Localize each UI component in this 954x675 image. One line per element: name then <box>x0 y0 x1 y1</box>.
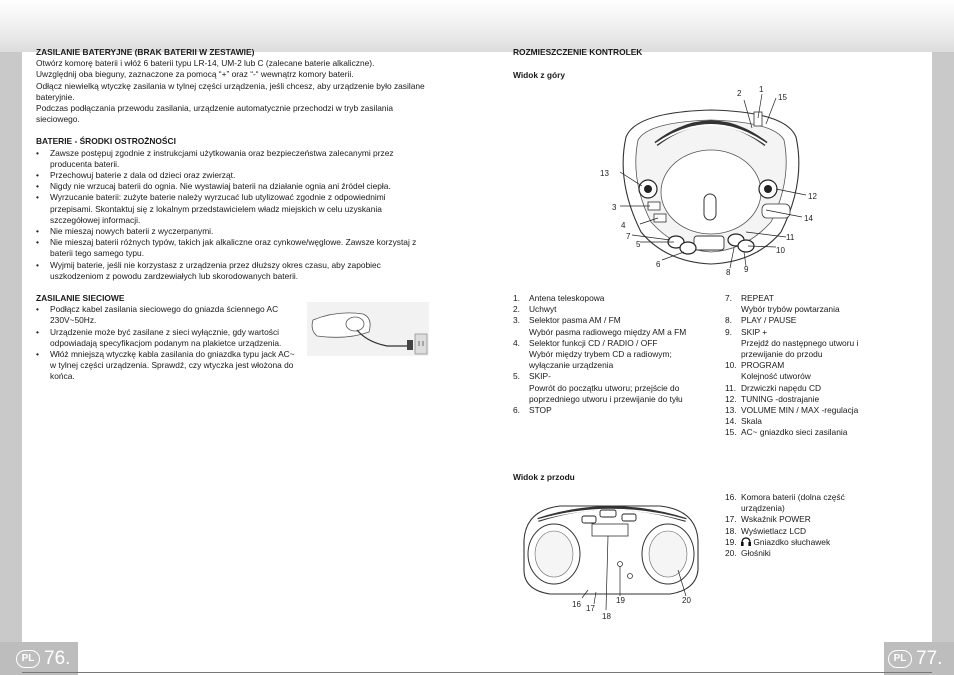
item-number: 14. <box>725 416 737 427</box>
callout-label: 13 <box>600 169 609 178</box>
list-item: • Włóż mniejszą wtyczkę kabla zasilania do gniazdka typu jack AC~ w tylnej części urządzenia. Sprawdź, czy wtyczka jest włożona do końca. <box>36 349 296 383</box>
callout-label: 17 <box>586 604 595 613</box>
list-item <box>513 327 723 338</box>
item-text: Wybór trybów powtarzania <box>741 304 840 315</box>
item-text: STOP <box>529 405 552 416</box>
item-number <box>513 349 529 360</box>
list-item: • Wyrzucanie baterii: zużyte baterie należy wyrzucać lub utylizować zgodnie z odpowiednimi przepisami. Skontaktuj się z lokalnym przedstawicielem władz miejskich w celu uzyskania szczegółowej informacji. <box>36 192 426 226</box>
list-item <box>513 371 723 382</box>
item-number: 2. <box>513 304 520 315</box>
list-item <box>725 427 925 438</box>
item-number: 15. <box>725 427 737 438</box>
battery-line: Uwzględnij oba bieguny, zaznaczone za pomocą “+” oraz “-“ wewnątrz komory baterii. <box>36 69 354 80</box>
item-number: 3. <box>513 315 520 326</box>
item-text: PROGRAM <box>741 360 785 371</box>
item-text: Selektor pasma AM / FM <box>529 315 621 326</box>
callout-label: 15 <box>778 93 787 102</box>
list-item <box>725 416 925 427</box>
list-item <box>513 293 723 304</box>
item-text: Głośniki <box>741 548 771 559</box>
item-number: 18. <box>725 525 737 536</box>
item-text: REPEAT <box>741 293 774 303</box>
list-item <box>725 514 925 525</box>
list-item: • Wyjmij baterie, jeśli nie korzystasz z urządzenia przez dłuższy okres czasu, aby zapobiec uszkodzeniom z powodu zardzewiałych lub skorodowanych baterii. <box>36 260 426 282</box>
bottom-divider <box>22 672 932 673</box>
power-cord-plug-illustration <box>307 302 429 356</box>
item-text: Antena teleskopowa <box>529 293 605 303</box>
list-item <box>513 360 723 371</box>
item-text: Powrót do początku utworu; przejście do <box>529 382 680 393</box>
controls-heading: ROZMIESZCZENIE KONTROLEK <box>513 47 643 57</box>
list-item: • Nigdy nie wrzucaj baterii do ognia. Nie wystawiaj baterii na działanie ognia ani źródeł ciepła. <box>36 181 426 192</box>
callout-label: 12 <box>808 192 817 201</box>
battery-line: Otwórz komorę baterii i włóż 6 baterii typu LR-14, UM-2 lub C (zalecane baterie alkaliczne). <box>36 58 375 69</box>
list-item: • Zawsze postępuj zgodnie z instrukcjami użytkowania oraz bezpieczeństwa zalecanymi przez producenta baterii. <box>36 148 426 170</box>
list-item <box>725 293 925 304</box>
headphone-icon <box>741 537 751 546</box>
item-number: 16. <box>725 492 737 502</box>
front-view-diagram <box>510 490 710 626</box>
battery-power-heading: ZASILANIE BATERYJNE (BRAK BATERII W ZESTAWIE) <box>36 47 255 57</box>
mains-power-list <box>36 304 296 382</box>
item-number: 20. <box>725 548 737 559</box>
item-text: Skala <box>741 416 762 427</box>
item-number: 9. <box>725 326 732 337</box>
page-number: 77. <box>916 647 943 669</box>
item-text: Selektor funkcji CD / RADIO / OFF <box>529 337 658 348</box>
callout-label: 8 <box>726 268 731 277</box>
callout-label: 2 <box>737 89 742 98</box>
list-item <box>725 405 925 416</box>
callout-label: 4 <box>621 221 626 230</box>
list-item <box>725 327 925 338</box>
controls-list-c <box>725 492 925 559</box>
item-text: Komora baterii (dolna część <box>741 492 845 502</box>
list-item <box>725 315 925 326</box>
language-badge: PL <box>16 650 40 668</box>
list-item <box>725 383 925 394</box>
language-badge: PL <box>888 650 912 668</box>
list-item <box>513 394 723 405</box>
item-number: 5. <box>513 371 520 382</box>
list-item <box>725 503 925 514</box>
item-text: Przejdź do następnego utworu i <box>741 337 859 348</box>
callout-label: 20 <box>682 596 691 605</box>
item-number: 19. <box>725 536 737 547</box>
left-page-footer <box>0 642 78 675</box>
callout-label: 9 <box>744 265 749 274</box>
callout-label: 14 <box>804 214 813 223</box>
item-text: Wskaźnik POWER <box>741 514 811 525</box>
item-number <box>513 383 529 394</box>
item-text: VOLUME MIN / MAX -regulacja <box>741 405 859 416</box>
item-text: Wyświetlacz LCD <box>741 525 807 536</box>
item-text: Kolejność utworów <box>741 371 811 382</box>
top-header-band <box>0 0 954 52</box>
item-text: urządzenia) <box>741 503 785 514</box>
item-text: AC~ gniazdko sieci zasilania <box>741 427 848 438</box>
battery-safety-list <box>36 148 426 282</box>
item-number: 6. <box>513 405 520 416</box>
list-item: • Podłącz kabel zasilania sieciowego do gniazda ściennego AC 230V~50Hz. <box>36 304 296 326</box>
item-number: 7. <box>725 293 732 303</box>
item-number: 12. <box>725 393 737 404</box>
right-margin-bar <box>932 52 954 642</box>
item-text-with-icon <box>741 537 925 548</box>
item-number: 8. <box>725 315 732 326</box>
callout-label: 7 <box>626 232 631 241</box>
page-number: 76. <box>44 647 71 669</box>
top-view-diagram <box>596 82 826 282</box>
list-item <box>725 548 925 559</box>
item-number <box>725 304 741 315</box>
list-item <box>513 304 723 315</box>
item-number <box>725 371 741 382</box>
list-item <box>725 526 925 537</box>
list-item <box>513 405 723 416</box>
callout-label: 6 <box>656 260 661 269</box>
callout-label: 3 <box>612 203 617 212</box>
item-number: 1. <box>513 293 520 303</box>
list-item <box>725 394 925 405</box>
list-item <box>725 492 925 503</box>
item-text: TUNING -dostrajanie <box>741 393 820 404</box>
list-item <box>513 383 723 394</box>
item-text: SKIP + <box>741 326 768 337</box>
item-number <box>513 360 529 371</box>
item-number: 4. <box>513 337 520 348</box>
item-number: 10. <box>725 360 737 371</box>
list-item <box>513 315 723 326</box>
callout-label: 1 <box>759 85 764 94</box>
item-number <box>725 338 741 349</box>
list-item <box>725 537 925 548</box>
controls-list-b <box>725 293 925 439</box>
headphone-jack-label: Gniazdko słuchawek <box>753 536 831 547</box>
list-item <box>725 360 925 371</box>
list-item <box>725 338 925 349</box>
controls-list-a <box>513 293 723 416</box>
callout-label: 10 <box>776 246 785 255</box>
list-item <box>513 338 723 349</box>
list-item: • Urządzenie może być zasilane z sieci wyłącznie, gdy wartości odpowiadają specyfikacjom podanym na plakietce urządzenia. <box>36 327 296 349</box>
list-item: • Nie mieszaj baterii różnych typów, takich jak alkaliczne oraz cynkowe/węglowe. Zawsze korzystaj z baterii tego samego typu. <box>36 237 426 259</box>
callout-label: 11 <box>786 233 795 242</box>
top-view-heading: Widok z góry <box>513 70 566 80</box>
item-text: Wybór między trybem CD a radiowym; <box>529 349 672 360</box>
battery-line: Podczas podłączania przewodu zasilania, urządzenie automatycznie przechodzi w tryb zasilania sieciowego. <box>36 103 394 125</box>
item-text: poprzedniego utworu i przewijanie do tyłu <box>529 393 683 404</box>
item-number <box>513 394 529 405</box>
battery-safety-heading: BATERIE - ŚRODKI OSTROŻNOŚCI <box>36 136 176 147</box>
item-text: wyłączanie urządzenia <box>529 360 614 371</box>
item-number: 13. <box>725 405 737 416</box>
list-item <box>725 371 925 382</box>
item-text: Wybór pasma radiowego między AM a FM <box>529 326 687 337</box>
list-item <box>513 349 723 360</box>
list-item <box>725 349 925 360</box>
item-text: Drzwiczki napędu CD <box>741 382 822 393</box>
item-number: 11. <box>725 382 737 393</box>
item-text: przewijanie do przodu <box>741 349 823 360</box>
list-item: • Nie mieszaj nowych baterii z wyczerpanymi. <box>36 226 426 237</box>
item-text: SKIP- <box>529 371 551 382</box>
battery-line: Odłącz niewielką wtyczkę zasilania w tylnej części urządzenia, jeśli chcesz, aby urządzenie było zasilane bateryjnie. <box>36 80 425 102</box>
callout-label: 19 <box>616 596 625 605</box>
mains-power-heading: ZASILANIE SIECIOWE <box>36 293 125 304</box>
list-item: • Przechowuj baterie z dala od dzieci oraz zwierząt. <box>36 170 426 181</box>
callout-label: 5 <box>636 240 641 249</box>
item-text: Uchwyt <box>529 304 557 315</box>
callout-label: 18 <box>602 612 611 621</box>
item-number <box>513 327 529 338</box>
callout-label: 16 <box>572 600 581 609</box>
item-number: 17. <box>725 514 737 525</box>
item-text: PLAY / PAUSE <box>741 315 797 326</box>
front-view-heading: Widok z przodu <box>513 472 575 482</box>
right-page-footer <box>884 642 954 675</box>
left-margin-bar <box>0 52 22 642</box>
item-number <box>725 503 741 514</box>
item-number <box>725 349 741 360</box>
list-item <box>725 304 925 315</box>
